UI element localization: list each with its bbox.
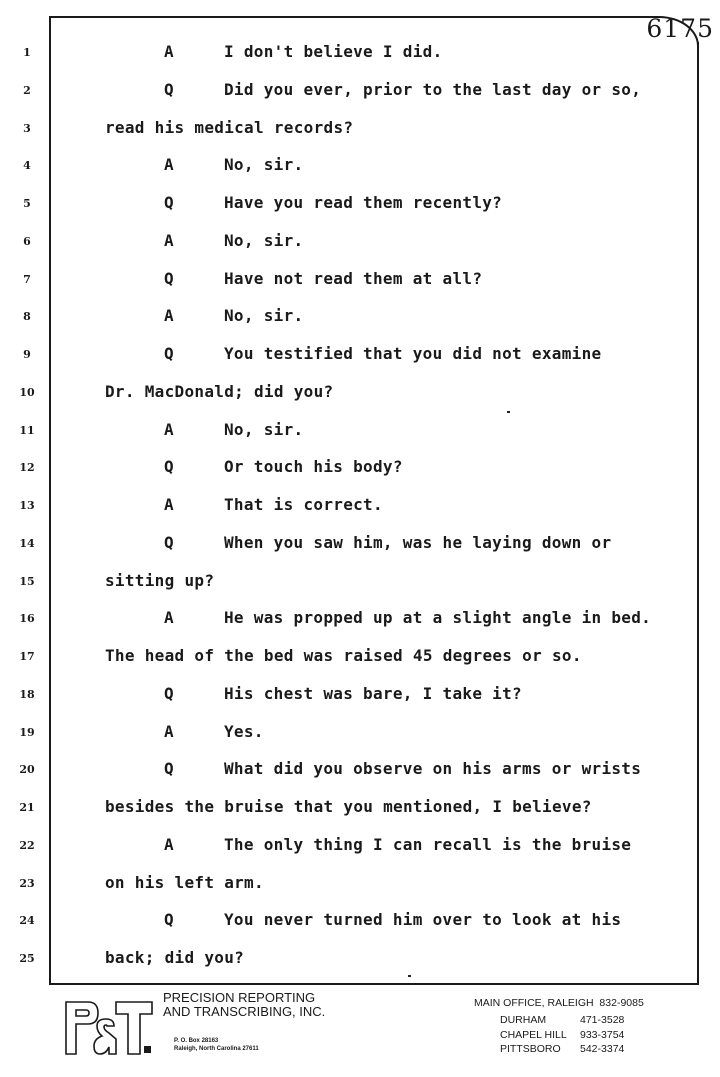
line-number: 6 [23, 234, 31, 248]
line-number: 10 [19, 385, 35, 399]
line-number: 2 [23, 83, 31, 97]
speaker-label: A [164, 306, 174, 326]
office-phone: 542-3374 [580, 1043, 625, 1055]
transcript-line-text: You testified that you did not examine [224, 344, 602, 363]
stray-mark [507, 411, 510, 413]
line-number: 16 [19, 612, 35, 626]
speaker-label: A [164, 230, 174, 250]
line-number: 4 [23, 159, 31, 173]
firm-logo [60, 992, 156, 1058]
line-number: 18 [19, 687, 35, 701]
firm-name-line2: AND TRANSCRIBING, INC. [163, 1004, 326, 1019]
speaker-label: Q [164, 759, 174, 779]
office-phone: 933-3754 [580, 1028, 625, 1041]
po-box: P. O. Box 28163 [174, 1038, 219, 1044]
firm-name-line1: PRECISION REPORTING [163, 990, 316, 1005]
speaker-label: A [164, 42, 174, 61]
transcript-line-text: Did you ever, prior to the last day or so, [224, 79, 642, 99]
line-number: 12 [19, 461, 35, 475]
speaker-label: Q [164, 268, 174, 288]
stray-mark [408, 975, 411, 977]
line-number: 5 [23, 197, 31, 210]
transcript-line-text: Dr. MacDonald; did you? [105, 381, 334, 401]
speaker-label: Q [164, 532, 174, 552]
line-number: 19 [19, 725, 35, 739]
line-number: 8 [23, 310, 31, 324]
transcript-line-text: Have not read them at all? [224, 268, 483, 288]
line-number: 1 [23, 46, 31, 59]
line-number: 17 [19, 650, 35, 663]
transcript-line-text: sitting up? [105, 570, 215, 590]
transcript-line-text: You never turned him over to look at his [224, 910, 622, 930]
speaker-label: Q [164, 79, 174, 99]
transcript-line-text: That is correct. [224, 495, 383, 514]
firm-name [163, 991, 325, 1019]
line-number: 14 [19, 536, 35, 550]
city-address: Raleigh, North Carolina 27611 [174, 1046, 259, 1052]
office-name: CHAPEL HILL [500, 1028, 567, 1041]
transcript-line-text: No, sir. [224, 419, 304, 439]
transcript-line-text: No, sir. [224, 230, 304, 250]
transcript-line-text: He was propped up at a slight angle in bed. [224, 608, 652, 628]
line-number: 23 [19, 876, 35, 890]
page-frame-right [697, 42, 699, 985]
transcript-line-text: on his left arm. [105, 872, 264, 892]
speaker-label: A [164, 721, 174, 741]
line-number: 7 [23, 272, 31, 286]
main-office: MAIN OFFICE, RALEIGH 832-9085 [474, 997, 644, 1009]
speaker-label: Q [164, 457, 174, 477]
line-number: 21 [19, 801, 35, 814]
speaker-label: A [164, 155, 174, 175]
transcript-line-text: Have you read them recently? [224, 193, 503, 212]
line-number: 9 [23, 348, 31, 361]
transcript-line-text: The only thing I can recall is the bruise [224, 834, 632, 854]
transcript-line-text: No, sir. [224, 155, 304, 175]
speaker-label: A [164, 495, 174, 514]
transcript-line-text: read his medical records? [105, 117, 354, 137]
speaker-label: Q [164, 193, 174, 212]
speaker-label: A [164, 834, 174, 854]
firm-address [174, 1037, 259, 1053]
speaker-label: A [164, 419, 174, 439]
speaker-label: Q [164, 910, 174, 930]
line-number: 20 [19, 763, 35, 777]
transcript-line-text: His chest was bare, I take it? [224, 683, 522, 703]
speaker-label: Q [164, 344, 174, 363]
transcript-line-text: The head of the bed was raised 45 degrees or so. [105, 646, 582, 665]
transcript-line-text: Or touch his body? [224, 457, 403, 477]
office-name: DURHAM [500, 1014, 547, 1026]
transcript-line-text: I don't believe I did. [224, 42, 443, 61]
transcript-line-text: besides the bruise that you mentioned, I believe? [105, 797, 592, 816]
office-phone: 471-3528 [580, 1014, 625, 1026]
line-number: 22 [19, 838, 35, 852]
office-name: PITTSBORO [500, 1043, 561, 1055]
page-frame-bottom [49, 983, 699, 985]
line-number: 13 [19, 499, 35, 512]
line-number: 11 [19, 423, 35, 437]
page-number: 6175 [646, 14, 714, 43]
page-frame-left [49, 16, 51, 985]
line-number: 25 [19, 952, 35, 965]
line-number: 15 [19, 574, 35, 588]
page-frame-top [49, 16, 639, 18]
speaker-label: A [164, 608, 174, 628]
transcript-line-text: Yes. [224, 721, 264, 741]
transcript-line-text: No, sir. [224, 306, 304, 326]
transcript-line-text: back; did you? [105, 948, 245, 967]
transcript-line-text: When you saw him, was he laying down or [224, 532, 612, 552]
transcript-line-text: What did you observe on his arms or wrists [224, 759, 642, 779]
speaker-label: Q [164, 683, 174, 703]
line-number: 3 [23, 121, 31, 135]
line-number: 24 [19, 914, 35, 928]
